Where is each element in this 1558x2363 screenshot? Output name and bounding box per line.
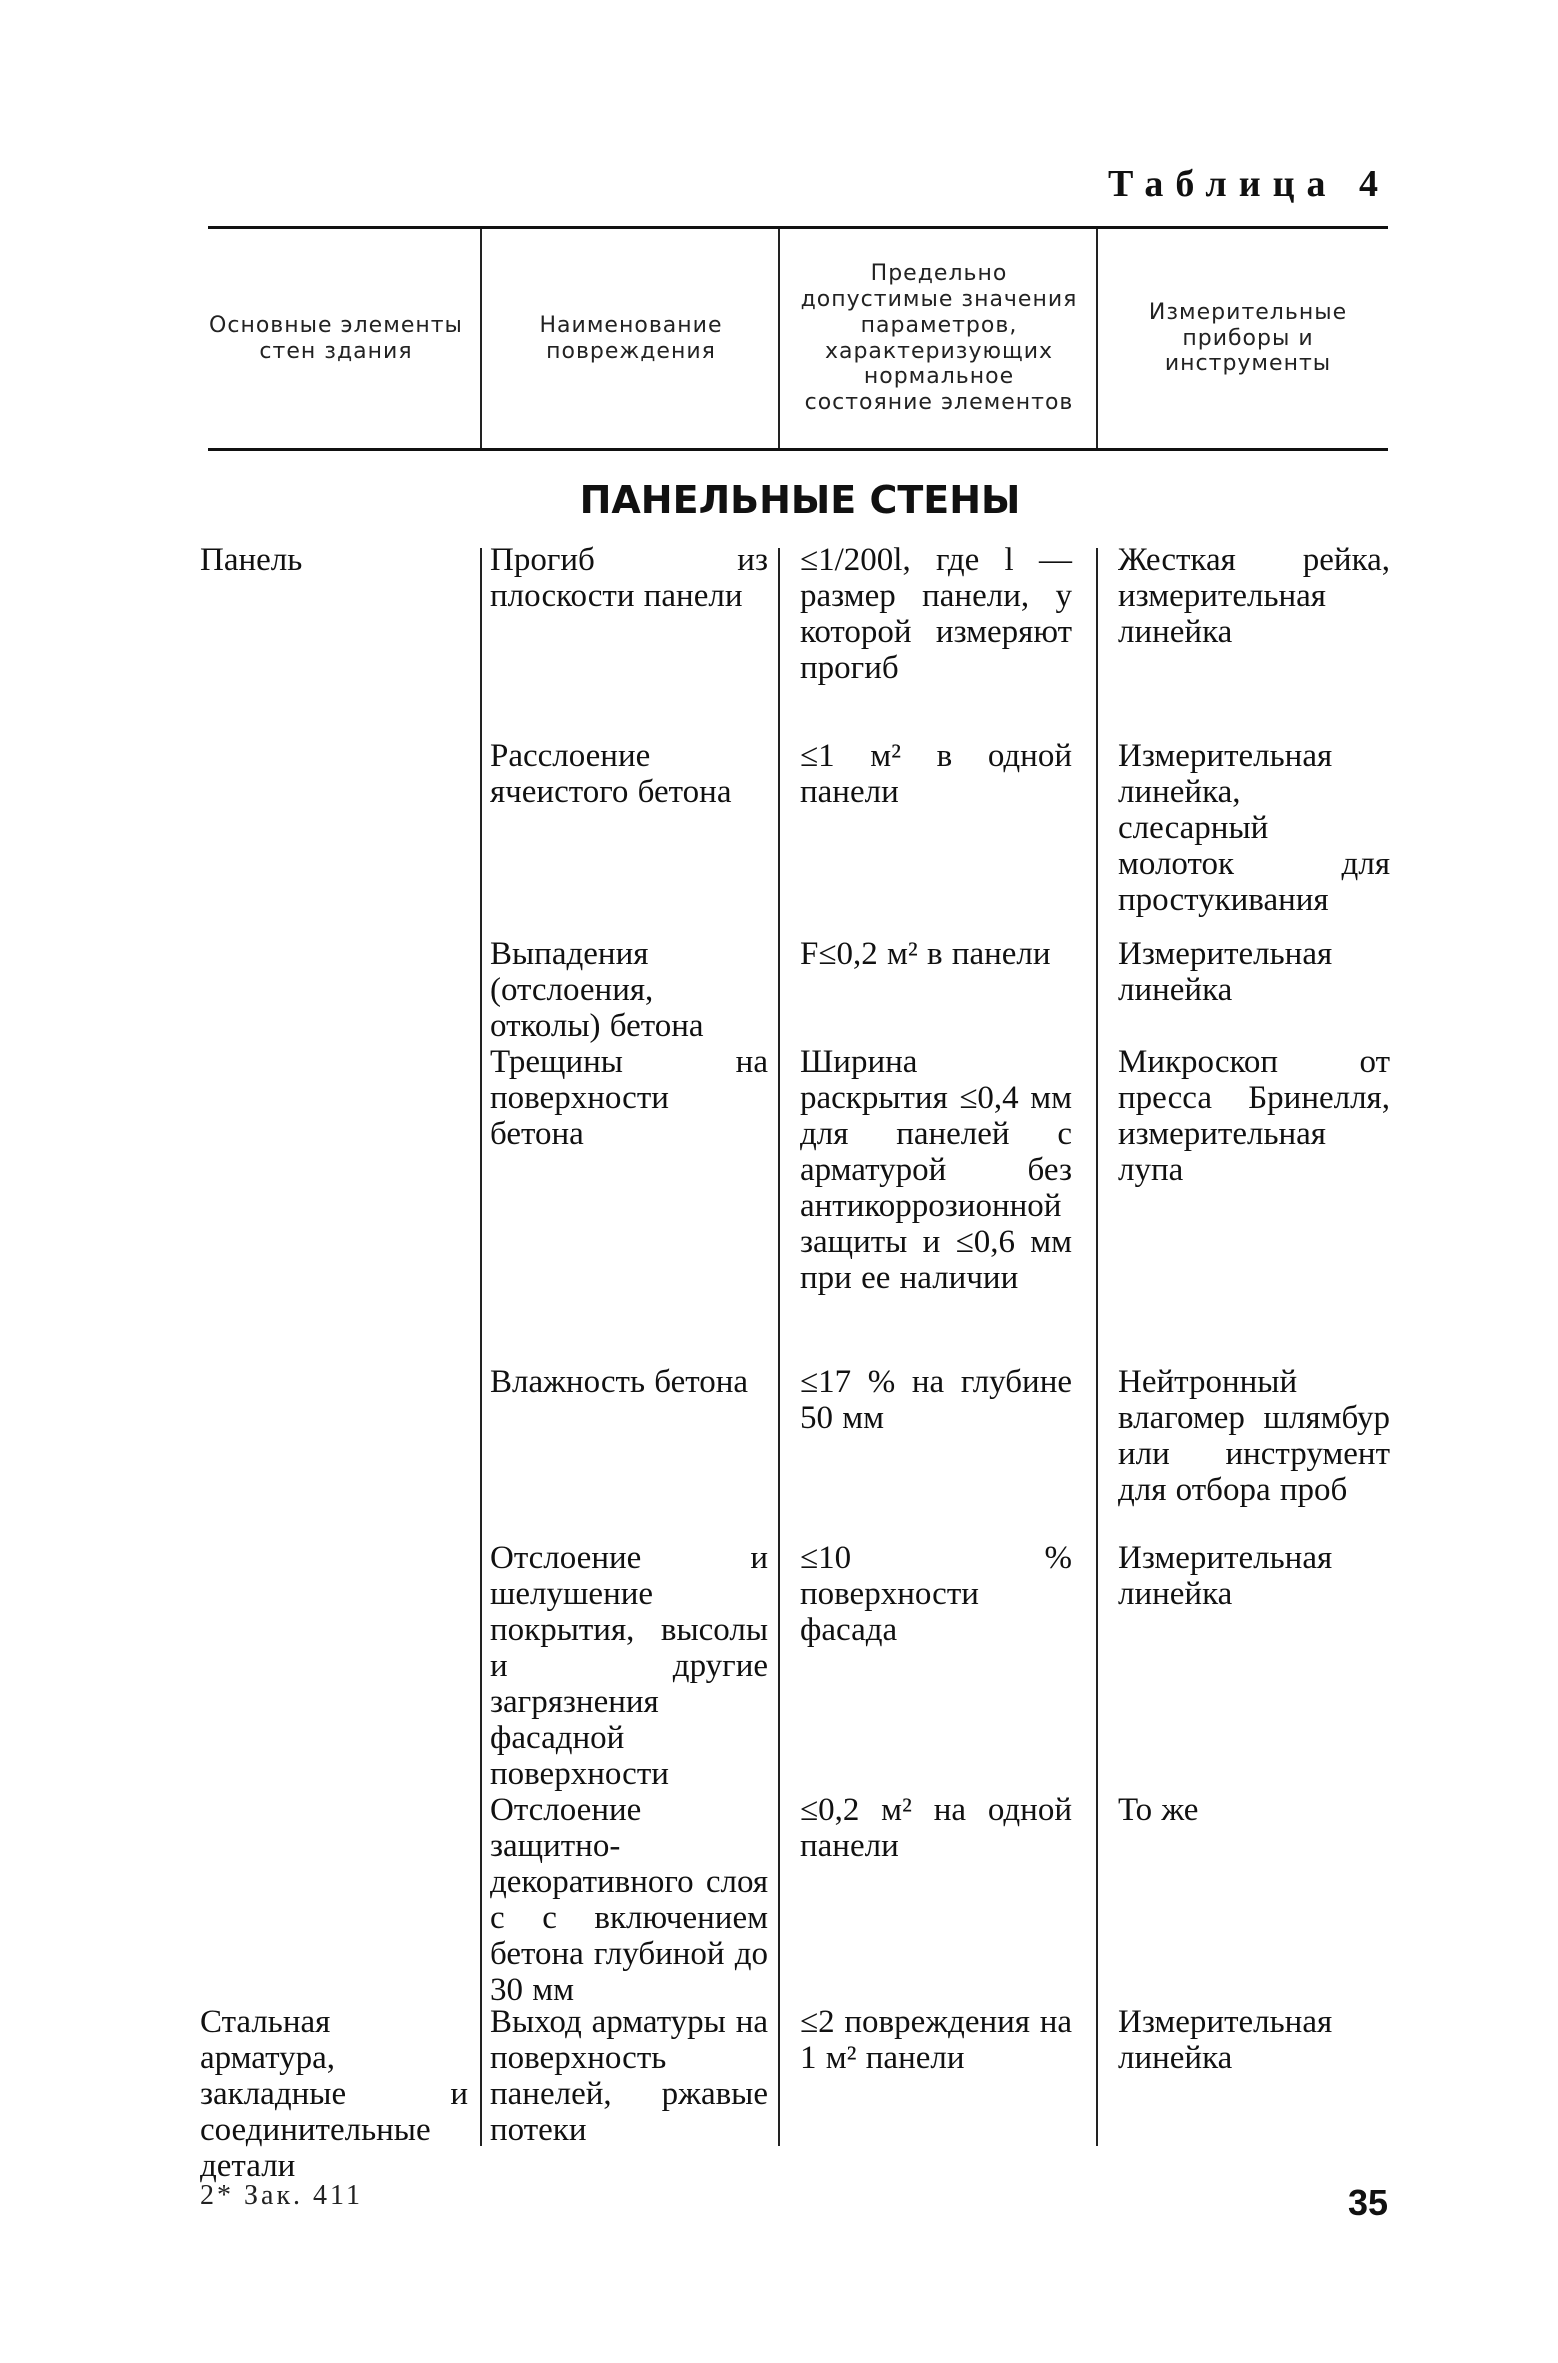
header-elements: Основные элементы стен здания	[209, 312, 463, 364]
row-damage: Отслоение защитно-декоративного слоя с с включением бетона глубиной до 30 мм	[490, 1792, 768, 2008]
row-limit: ≤0,2 м² на одной панели	[800, 1792, 1072, 1864]
row-damage: Расслоение ячеистого бетона	[490, 738, 732, 810]
row-damage: Трещины на поверхности бетона	[490, 1044, 768, 1152]
row-limit: ≤1 м² в одной панели	[800, 738, 1072, 810]
order-mark: 2* Зак. 411	[200, 2180, 364, 2211]
header-limits: Предельно допустимые значения параметров, характеризующих нормальное состояние элементов	[800, 260, 1078, 416]
row-tools: Нейтронный влагомер шлямбур или инструмент для отбора проб	[1118, 1364, 1390, 1508]
row-limit: ≤17 % на глубине 50 мм	[800, 1364, 1072, 1436]
row-tools: То же	[1118, 1792, 1199, 1828]
row-tools: Измерительная линейка	[1118, 2004, 1333, 2076]
row-damage: Выпадения (отслоения, отколы) бетона	[490, 936, 704, 1044]
header-tools: Измерительные приборы и инструменты	[1148, 299, 1348, 377]
column-divider	[1096, 229, 1098, 448]
row-tools: Микроскоп от пресса Бринелля, измерительная лупа	[1118, 1044, 1390, 1188]
row-tools: Измерительная линейка	[1118, 1540, 1333, 1612]
row-tools: Измерительная линейка, слесарный молоток для простукивания	[1118, 738, 1390, 918]
row-element: Панель	[200, 542, 303, 578]
header-damage: Наименование повреждения	[539, 312, 723, 364]
row-damage: Отслоение и шелушение покрытия, высолы и другие загрязнения фасадной поверхности	[490, 1540, 768, 1792]
table-label: Таблица 4	[1107, 163, 1390, 205]
row-damage: Влажность бетона	[490, 1364, 749, 1400]
row-limit: ≤10 % поверхности фасада	[800, 1540, 1072, 1648]
column-divider	[1096, 548, 1098, 2146]
row-limit: Ширина раскрытия ≤0,4 мм для панелей с арматурой без антикоррозионной защиты и ≤0,6 мм при ее наличии	[800, 1044, 1072, 1296]
row-tools: Жесткая рейка, измерительная линейка	[1118, 542, 1390, 650]
column-divider	[480, 548, 482, 2146]
row-tools: Измерительная линейка	[1118, 936, 1333, 1008]
row-element: Стальная арматура, закладные и соединительные детали	[200, 2004, 468, 2184]
column-divider	[480, 229, 482, 448]
row-limit: ≤1/200l, где l — размер панели, у которой измеряют прогиб	[800, 542, 1072, 686]
column-divider	[778, 548, 780, 2146]
header-rule-bottom	[208, 448, 1388, 451]
column-divider	[778, 229, 780, 448]
row-limit: F≤0,2 м² в панели	[800, 936, 1051, 972]
row-damage: Прогиб из плоскости панели	[490, 542, 768, 614]
row-limit: ≤2 повреждения на 1 м² панели	[800, 2004, 1072, 2076]
section-title: ПАНЕЛЬНЫЕ СТЕНЫ	[579, 478, 1021, 522]
page-number: 35	[1347, 2182, 1388, 2223]
row-damage: Выход арматуры на поверхность панелей, ржавые потеки	[490, 2004, 768, 2148]
